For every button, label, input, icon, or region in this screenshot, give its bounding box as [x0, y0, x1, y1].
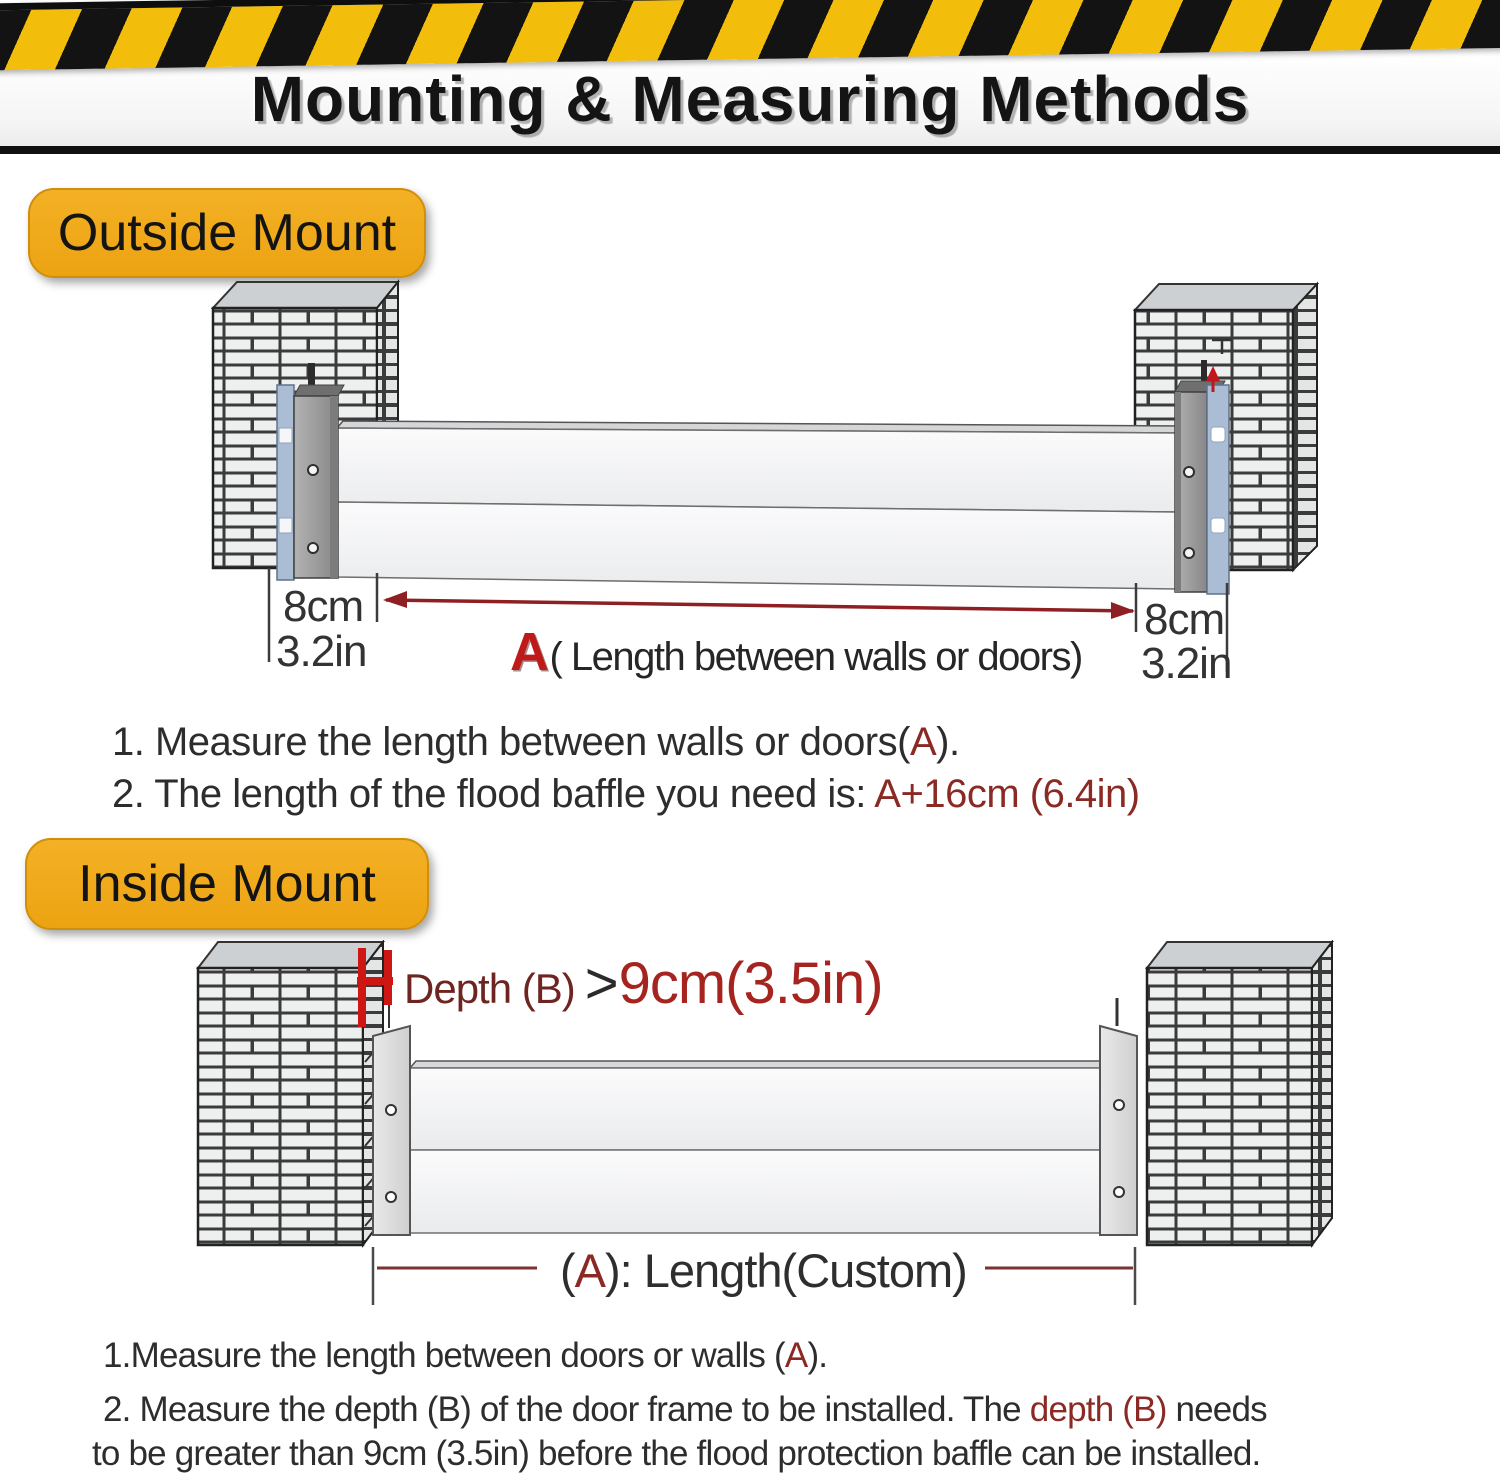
- left-gap-in-label: 3.2in: [276, 627, 367, 676]
- left-gap-cm-label: 8cm: [283, 582, 364, 631]
- right-gap-cm-label: 8cm: [1144, 595, 1225, 644]
- inside-mount-badge: [25, 838, 429, 930]
- outside-mount-badge: [28, 188, 426, 278]
- screw-hole: [386, 1105, 396, 1115]
- screw-hole: [1184, 548, 1194, 558]
- seal-strip: [1207, 385, 1229, 594]
- right-gap-in-label: 3.2in: [1141, 639, 1232, 688]
- baffle-panel-bottom: [337, 502, 1176, 589]
- screw-hole: [308, 543, 318, 553]
- outside-step-1: 1. Measure the length between walls or doors(A).: [112, 720, 960, 764]
- baffle-panel-top: [337, 428, 1176, 512]
- left-mount-bracket: [277, 363, 344, 580]
- right-wall-pillar: [1147, 942, 1332, 1245]
- header-rule: [0, 146, 1500, 154]
- depth-label: Depth (B): [404, 965, 575, 1012]
- depth-value: 9cm(3.5in): [618, 951, 883, 1016]
- right-mount-bracket: [1175, 360, 1229, 594]
- seal-strip: [277, 385, 294, 580]
- inside-step-2-line-1: 2. Measure the depth (B) of the door frame to be installed. The depth (B) needs: [103, 1390, 1267, 1429]
- screw-hole: [1184, 467, 1194, 477]
- left-wall-pillar: [198, 942, 383, 1245]
- right-mount-bracket: [1100, 998, 1137, 1235]
- screw-hole: [1114, 1187, 1124, 1197]
- depth-b-annotation: [404, 951, 883, 1016]
- screw-hole: [386, 1192, 396, 1202]
- length-a-double-arrow-icon: [383, 591, 1135, 619]
- baffle-panel-bottom: [410, 1150, 1100, 1233]
- screw-hole: [308, 465, 318, 475]
- length-a-annotation: [510, 624, 1082, 681]
- flood-baffle: [410, 1061, 1106, 1233]
- screw-hole: [1114, 1100, 1124, 1110]
- flood-baffle: [337, 421, 1182, 589]
- page-title: Mounting & Measuring Methods: [250, 63, 1250, 135]
- left-mount-bracket: [373, 1026, 410, 1235]
- length-a-text: ( Length between walls or doors): [549, 635, 1082, 679]
- inside-step-1: 1.Measure the length between doors or walls (A).: [103, 1336, 828, 1375]
- outside-step-2: 2. The length of the flood baffle you need is: A+16cm (6.4in): [112, 772, 1140, 816]
- outside-mount-badge-label: Outside Mount: [57, 204, 397, 262]
- baffle-panel-top: [410, 1068, 1100, 1150]
- length-custom-annotation: (A): Length(Custom): [560, 1244, 967, 1297]
- inside-mount-badge-label: Inside Mount: [78, 855, 376, 913]
- length-a-letter: A: [510, 622, 548, 682]
- greater-than-sign: >: [584, 951, 619, 1016]
- inside-step-2-line-2: to be greater than 9cm (3.5in) before the flood protection baffle can be installed.: [92, 1434, 1261, 1473]
